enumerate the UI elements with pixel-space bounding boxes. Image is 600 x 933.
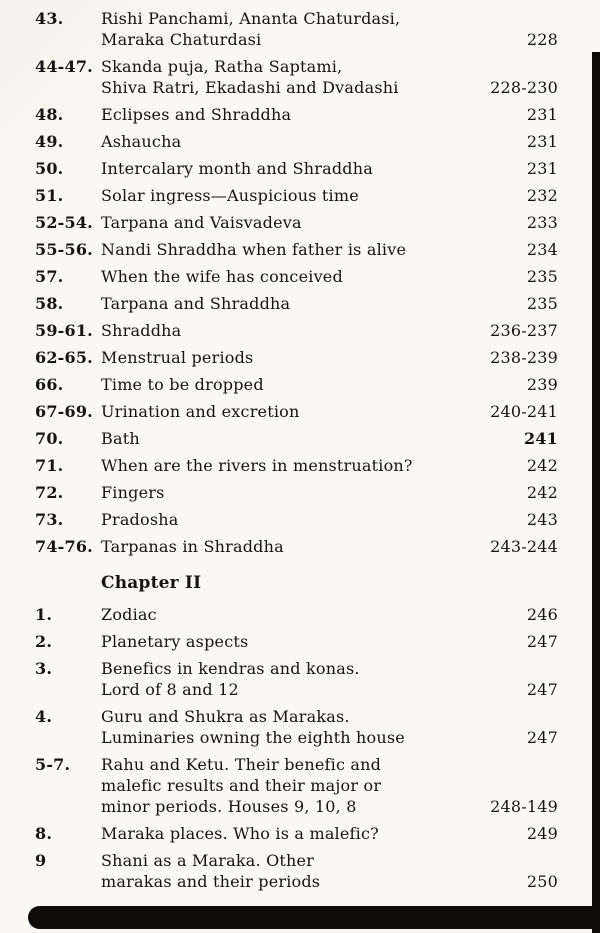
toc-row [35,658,558,700]
toc-row [35,631,558,652]
entry-number: 43. [35,9,64,28]
entry-title: Intercalary month and Shraddha [101,159,373,178]
entry-title: Eclipses and Shraddha [101,105,292,124]
entry-pages: 243-244 [490,537,558,556]
entry-title: Tarpana and Shraddha [101,294,291,313]
chapter-heading: Chapter II [101,573,202,593]
toc-row [35,509,558,530]
entry-title: When the wife has conceived [101,267,343,286]
entry-number: 9 [35,851,47,870]
entry-pages: 233 [526,213,558,232]
entry-pages: 250 [526,872,558,891]
entry-number: 72. [35,483,64,502]
toc-row [35,266,558,287]
entry-number: 48. [35,105,64,124]
entry-title: Menstrual periods [101,348,254,367]
entry-pages: 241 [524,429,558,448]
entry-title: When are the rivers in menstruation? [101,456,413,475]
entry-number: 55-56. [35,240,93,259]
entry-number: 1. [35,605,53,624]
toc-row [35,212,558,233]
entry-pages: 236-237 [490,321,558,340]
entry-number: 8. [35,824,53,843]
entry-number: 59-61. [35,321,93,340]
toc-row [35,754,558,817]
entry-number: 2. [35,632,53,651]
toc-row [35,706,558,748]
toc-row [35,131,558,152]
entry-pages: 235 [526,294,558,313]
entry-title: Fingers [101,483,165,502]
entry-number: 49. [35,132,64,151]
toc-row [35,185,558,206]
entry-title: Tarpanas in Shraddha [101,537,284,556]
entry-title: Bath [101,429,140,448]
toc-row [35,104,558,125]
entry-pages: 248-149 [490,797,558,816]
entry-pages: 240-241 [490,402,558,421]
entry-number: 44-47. [35,57,93,76]
toc-row [35,536,558,557]
entry-number: 51. [35,186,64,205]
entry-title: Pradosha [101,510,179,529]
entry-number: 62-65. [35,348,93,367]
entry-title: Ashaucha [101,132,182,151]
entry-pages: 231 [526,105,558,124]
entry-pages: 239 [526,375,558,394]
entry-pages: 247 [526,680,558,699]
entry-title: Rishi Panchami, Ananta Chaturdasi, Maraka Chaturdasi [101,9,401,49]
entry-number: 74-76. [35,537,93,556]
entry-pages: 238-239 [490,348,558,367]
entry-pages: 247 [526,728,558,747]
entry-title: Maraka places. Who is a malefic? [101,824,379,843]
entry-number: 5-7. [35,755,71,774]
entry-number: 70. [35,429,64,448]
toc-row [35,401,558,422]
toc-row [35,56,558,98]
toc-row [35,374,558,395]
entry-title: Urination and excretion [101,402,300,421]
toc-row [35,293,558,314]
entry-title: Benefics in kendras and konas. Lord of 8 and 12 [101,659,360,699]
entry-pages: 246 [526,605,558,624]
entry-number: 52-54. [35,213,93,232]
entry-number: 57. [35,267,64,286]
toc-row [35,428,558,449]
entry-title: Zodiac [101,605,157,624]
entry-number: 50. [35,159,64,178]
toc-row [35,8,558,50]
toc-row [35,158,558,179]
entry-title: Shraddha [101,321,182,340]
entry-title: Skanda puja, Ratha Saptami, Shiva Ratri, Ekadashi and Dvadashi [101,57,399,97]
entry-pages: 228 [526,30,558,49]
entry-title: Solar ingress—Auspicious time [101,186,359,205]
entry-pages: 235 [526,267,558,286]
toc-row [35,455,558,476]
entry-title: Tarpana and Vaisvadeva [101,213,302,232]
toc-row [35,823,558,844]
entry-number: 4. [35,707,53,726]
entry-pages: 231 [526,132,558,151]
toc-row [35,482,558,503]
toc-row [35,320,558,341]
entry-title: Nandi Shraddha when father is alive [101,240,407,259]
toc-row [35,347,558,368]
entry-number: 58. [35,294,64,313]
entry-pages: 243 [526,510,558,529]
entry-number: 67-69. [35,402,93,421]
entry-pages: 249 [526,824,558,843]
entry-pages: 242 [526,483,558,502]
scan-artifact-bottom-edge [28,906,600,929]
entry-pages: 228-230 [490,78,558,97]
entry-number: 73. [35,510,64,529]
entry-pages: 232 [526,186,558,205]
toc-row [35,239,558,260]
entry-title: Rahu and Ketu. Their benefic and malefic results and their major or minor periods. Houses 9, 10, 8 [101,755,382,816]
toc-row [35,604,558,625]
entry-number: 71. [35,456,64,475]
toc-row [35,850,558,892]
entry-title: Shani as a Maraka. Other marakas and their periods [101,851,321,891]
entry-pages: 231 [526,159,558,178]
entry-pages: 234 [526,240,558,259]
entry-title: Planetary aspects [101,632,249,651]
entry-number: 66. [35,375,64,394]
entry-title: Time to be dropped [101,375,264,394]
entry-number: 3. [35,659,53,678]
entry-pages: 242 [526,456,558,475]
entry-title: Guru and Shukra as Marakas. Luminaries owning the eighth house [101,707,405,747]
entry-pages: 247 [526,632,558,651]
scan-artifact-right-edge [592,52,600,933]
